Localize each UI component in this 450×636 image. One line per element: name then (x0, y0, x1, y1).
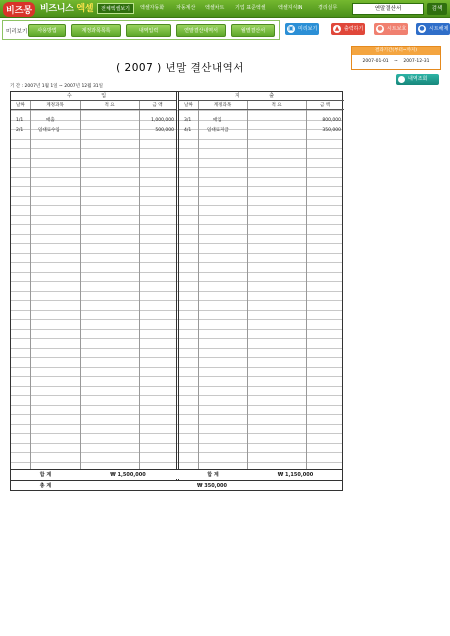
preview-button[interactable] (285, 23, 319, 35)
logo-text-excel: 엑셀 (76, 4, 94, 14)
sheet-unprotect-label: 시트해제 (429, 26, 449, 32)
print-icon: ▲ (334, 25, 340, 32)
income-row-2-account[interactable]: 임대료수입 (38, 128, 60, 133)
unlock-icon: ● (419, 25, 425, 32)
search-icon (398, 76, 405, 83)
nav-standard-excel[interactable]: 기업 표준엑셀 (235, 5, 266, 11)
business-excel-logo[interactable] (40, 1, 93, 14)
income-account-header: 계정과목 (30, 101, 80, 110)
expense-row-1-account[interactable]: 매입 (213, 118, 222, 123)
period-from-field[interactable]: 2007-01-01 (362, 59, 389, 64)
ledger-table (10, 91, 343, 491)
column-line (247, 101, 248, 469)
column-line (80, 101, 81, 469)
nav-excel-knowledge[interactable]: 엑셀지식IN (278, 5, 303, 11)
expense-row-1-date[interactable]: 3/1 (184, 118, 192, 123)
how-to-use-button[interactable]: 사용방법 (28, 24, 66, 37)
net-total-label: 총 계 (39, 483, 52, 489)
print-button[interactable] (331, 23, 365, 35)
total-row (11, 469, 342, 479)
query-button-label: 내역조회 (408, 76, 428, 82)
year-end-statement-button[interactable]: 연말결산내역서 (176, 24, 226, 37)
sheet-protect-button[interactable] (374, 23, 408, 35)
account-list-button[interactable]: 계정과목목록 (71, 24, 121, 37)
income-row-2-date[interactable]: 2/1 (16, 128, 24, 133)
expense-section-header: 지 출 (179, 92, 344, 101)
nav-excel-automation[interactable]: 엑셀자동화 (140, 5, 165, 11)
income-row-1-account[interactable]: 매출 (46, 118, 55, 123)
income-amount-header: 금 액 (139, 101, 176, 110)
logo-text-business: 비즈니스 (40, 4, 74, 14)
column-line (198, 101, 199, 469)
expense-row-2-date[interactable]: 4/1 (184, 128, 192, 133)
income-section-header: 수 입 (11, 92, 176, 101)
expense-date-header: 날짜 (179, 101, 198, 110)
preview-label: 미리보기 (298, 26, 318, 32)
net-total-row (11, 480, 342, 490)
bizmong-logo[interactable]: 비즈몽 (3, 2, 35, 17)
nav-accounting[interactable]: 경리실무 (318, 5, 338, 11)
expense-row-2-account[interactable]: 임대료지급 (207, 128, 229, 133)
sheet-protect-label: 시트보호 (387, 26, 407, 32)
period-values[interactable] (352, 55, 440, 69)
net-total-value: ₩ 350,000 (196, 483, 228, 489)
period-to-field[interactable]: 2007-12-31 (403, 59, 430, 64)
column-line (306, 101, 307, 469)
income-row-2-amount[interactable]: 500,000 (155, 128, 174, 133)
lock-icon: ● (377, 25, 383, 32)
nav-excel-chart[interactable]: 엑셀차트 (205, 5, 225, 11)
monthly-statement-button[interactable]: 월별결산서 (231, 24, 275, 37)
entry-input-button[interactable]: 내역입력 (126, 24, 171, 37)
income-date-header: 날짜 (11, 101, 30, 110)
expense-row-2-amount[interactable]: 350,000 (322, 128, 341, 133)
preview-icon: ▣ (288, 25, 294, 32)
expense-row-1-amount[interactable]: 800,000 (322, 118, 341, 123)
income-total-value: ₩ 1,500,000 (110, 472, 146, 478)
page-title: ( 2007 ) 년말 결산내역서 (116, 62, 244, 74)
column-line (30, 101, 31, 469)
print-label: 출력하기 (344, 26, 364, 32)
function-toolbar (2, 20, 280, 40)
nav-all-excel[interactable]: 전체엑셀보기 (97, 3, 134, 14)
date-range-text: 기 간 : 2007년 1월 1일 ~ 2007년 12월 31일 (10, 84, 104, 89)
nav-auto-calc[interactable]: 자동계산 (176, 5, 196, 11)
section-divider (176, 92, 179, 490)
column-line (139, 101, 140, 469)
expense-total-label: 합 계 (207, 472, 219, 478)
period-heading: 결과기간(부터~까지) (352, 47, 440, 55)
expense-account-header: 계정과목 (198, 101, 247, 110)
income-total-label: 합 계 (39, 472, 52, 478)
sheet-unprotect-button[interactable] (416, 23, 450, 35)
expense-amount-header: 금 액 (306, 101, 344, 110)
toolbar-label: 미리보기 (6, 29, 28, 35)
query-button[interactable] (396, 74, 439, 85)
search-input[interactable]: 연말결산서 (352, 3, 424, 15)
period-filter-box (351, 46, 441, 70)
expense-total-value: ₩ 1,150,000 (277, 472, 314, 478)
expense-memo-header: 적 요 (247, 101, 306, 110)
top-nav-bar (0, 0, 450, 18)
period-separator: ~ (394, 59, 398, 64)
income-row-1-date[interactable]: 1/1 (16, 118, 24, 123)
income-memo-header: 적 요 (80, 101, 139, 110)
search-button[interactable]: 검색 (427, 3, 447, 15)
income-row-1-amount[interactable]: 1,000,000 (151, 118, 174, 123)
